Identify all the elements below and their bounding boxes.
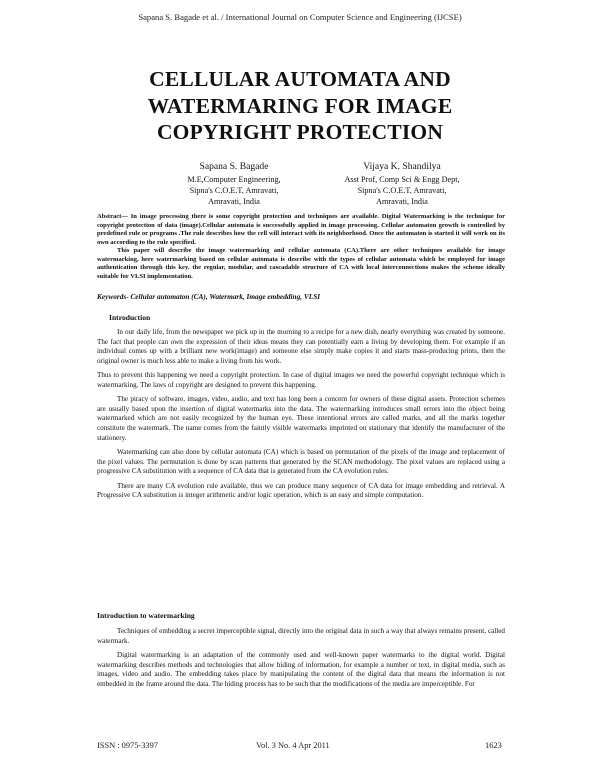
section-body-introduction [97,328,505,505]
author-affiliation-line: Asst Prof, Comp Sci & Engg Dept, [344,175,460,184]
author-name: Vijaya K. Shandilya [363,161,441,172]
author-block-2 [292,160,512,208]
section-body-watermarking [97,627,505,694]
footer-volume: Vol. 3 No. 4 Apr 2011 [256,741,330,750]
section-heading-introduction: Introduction [109,313,151,322]
keywords: Keywords- Cellular automaton (CA), Watermark, Image embedding, VLSI [97,292,321,301]
author-affiliation-line: Amravati, India [376,197,428,207]
abstract-paragraph: This paper will describe the image watermarking and cellular automata (CA).There are other techniques available for image watermarking, here watermarking based on cellular automata is describe with the types of cellular automata which be employed for image authentication through this key. the regular, modular, and cascadable structure of CA with local interconnections makes the scheme ideally suitable for VLSI implementation. [97,247,505,280]
author-affiliation-line: M.E,Computer Engineering, [187,175,281,184]
body-paragraph: In our daily life, from the newspaper we pick up in the morning to a recipe for a new dish, nearly everything was created by someone. The fact that people can own the expression of their ideas means they can potentially earn a living by developing them. For example if an individual comes up with a brilliant new work(image) and someone else simply make copies it and starts mass-producing prints, then the original owner is much less able to make a living from his work. [97,328,505,365]
footer-page-number: 1623 [485,741,502,750]
abstract-paragraph: Abstract— In image processing there is some copyright protection and techniques are available. Digital Watermarking is the technique for copyright protection of data (image).Cellular automata is successfully applied in image processing. Cellular automaton growth is controlled by predefined rule or programs .The rule describes how the cell will interact with its neighborhood. Once the automaton is started it will work on its own according to the rule specified. [97,213,505,246]
body-paragraph: The piracy of software, images, video, audio, and text has long been a concern for owners of these digital assets. Protection schemes are usually based upon the insertion of digital watermarks into the data. The watermarking introduces small errors into the object being watermarked which are not easily recognized by the human eye. These intentional errors are called marks, and all the marks together constitute the watermark. The name comes from the faintly visible watermarks imprinted on stationary that identify the manufacturer of the stationery. [97,395,505,442]
author-name: Sapana S. Bagade [199,161,269,172]
title-line: WATERMARING FOR IMAGE [147,93,453,118]
abstract [97,213,505,281]
section-heading-watermarking: Introduction to watermarking [97,611,195,620]
body-paragraph: Techniques of embedding a secret imperceptible signal, directly into the original data in such a way that always remains present, called watermark. [97,627,505,645]
body-paragraph: Digital watermarking is an adaptation of the commonly used and well-known paper watermarks to the digital world. Digital watermarking describes methods and technologies that allow hiding of information, for example a number or text, in digital media, such as images, video and audio. The embedding takes place by manipulating the content of the digital data that means the information is not embedded in the frame around the data. The hiding process has to be such that the modifications of the media are imperceptible. For [97,650,505,688]
title-line: COPYRIGHT PROTECTION [156,120,444,144]
body-paragraph: Thus to prevent this happening we need a copyright protection. In case of digital images we need the powerful copyright technique which is watermarking. The laws of copyright are designed to prevent this happening. [97,371,505,389]
title-line: CELLULAR AUTOMATA AND [149,67,451,91]
author-affiliation-line: Sipna's C.O.E.T, Amravati, [357,186,447,196]
body-paragraph: Watermarking can also done by cellular automata (CA) which is based on permutation of the pixels of the image and replacement of the pixel values. The permutation is done by scan patterns that generated by the SCAN methodology. The pixel values are replaced using a progressive CA substitution with a sequence of CA data that is generated from the CA evolution rules. [97,447,505,476]
footer-issn: ISSN : 0975-3397 [97,741,158,750]
author-affiliation-line: Amravati, India [208,197,260,207]
paper-title [0,66,600,146]
author-affiliation-line: Sipna's C.O.E.T, Amravati, [189,186,279,196]
body-paragraph: There are many CA evolution rule available, thus we can produce many sequence of CA data for image embedding and retrieval. A Progressive CA substitution is integer arithmetic and/or logic operation, which is an easy and simple computation. [97,481,505,500]
running-head: Sapana S. Bagade et al. / International Journal on Computer Science and Engineering (IJCSE) [138,12,462,22]
